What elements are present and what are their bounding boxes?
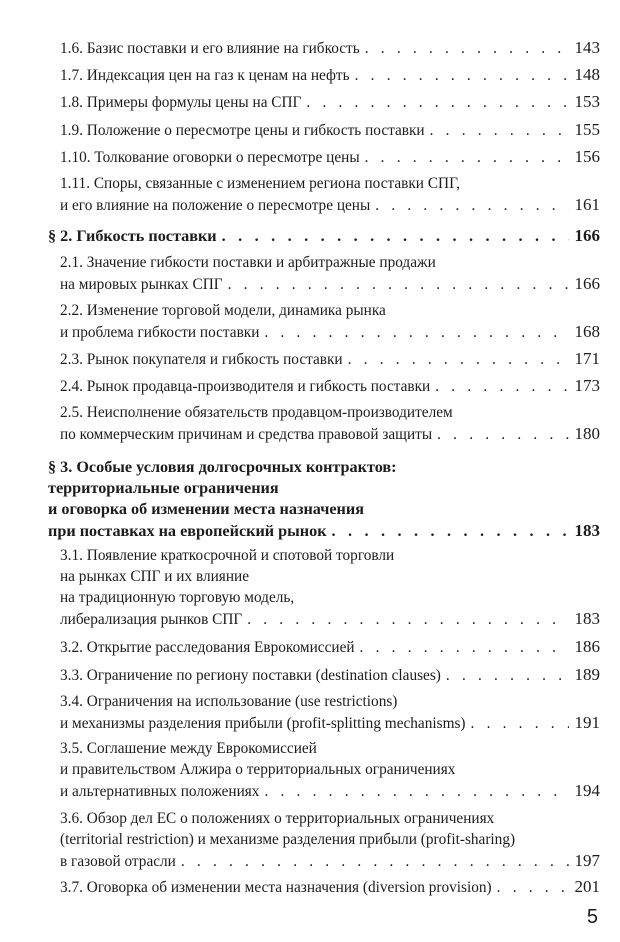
toc-page-number: 155: [574, 120, 600, 139]
toc-entry: [60, 64, 600, 86]
toc-entry: [60, 91, 600, 113]
dot-leader: [466, 713, 569, 734]
toc-entry: [60, 348, 600, 370]
toc-entry-title: 1.6. Базис поставки и его влияние на гибкость: [60, 40, 360, 57]
toc-entry-title: 3.7. Оговорка об изменении места назначения (diversion provision): [60, 879, 492, 896]
toc-entry-title: 2.4. Рынок продавца-производителя и гибкость поставки: [60, 378, 431, 395]
toc-entry-title-line: 1.11. Споры, связанные с изменением региона поставки СПГ,: [60, 175, 461, 192]
toc-page-number: 166: [574, 274, 600, 293]
toc-entry-row: [60, 194, 600, 216]
toc-page-number: 186: [574, 637, 600, 656]
toc-entry-title-line: 3.6. Обзор дел ЕС о положениях о территориальных ограничениях: [60, 810, 495, 827]
toc-page-number: 168: [574, 322, 600, 341]
toc-entry-title-line: 2.5. Неисполнение обязательств продавцом-производителем: [60, 404, 453, 421]
dot-leader: [492, 877, 569, 898]
dot-leader: [432, 424, 568, 445]
toc-entry-title: и его влияние на положение о пересмотре цены: [60, 197, 371, 214]
toc-entry-title-line: на рынках СПГ и их влияние: [60, 568, 250, 585]
dot-leader: [327, 521, 569, 542]
toc-page-number: 194: [574, 781, 600, 800]
toc-entry-row: [60, 423, 600, 445]
toc-page-number: 191: [574, 713, 600, 732]
toc-entry-row: [48, 520, 600, 542]
dot-leader: [430, 376, 568, 397]
toc-page-number: 156: [574, 147, 600, 166]
toc-entry-title: и механизмы разделения прибыли (profit-splitting mechanisms): [60, 715, 466, 732]
toc-page-number: 143: [574, 38, 600, 57]
dot-leader: [370, 195, 568, 216]
toc-entry-row: [60, 273, 600, 295]
dot-leader: [176, 851, 569, 872]
toc-entry: [60, 636, 600, 658]
toc-entry-title-line: 2.2. Изменение торговой модели, динамика рынка: [60, 302, 386, 319]
toc-entry-title: и альтернативных положениях: [60, 783, 260, 800]
toc-entry-title: и проблема гибкости поставки: [60, 324, 260, 341]
toc-entry-title: 1.7. Индексация цен на газ к ценам на нефть: [60, 67, 350, 84]
toc-entry-row: [60, 780, 600, 802]
dot-leader: [360, 147, 569, 168]
dot-leader: [217, 226, 569, 247]
toc-page-number: 166: [574, 226, 600, 245]
toc-entry-title: 2.3. Рынок покупателя и гибкость поставки: [60, 351, 343, 368]
toc-entry-title: 3.2. Открытие расследования Еврокомиссией: [60, 639, 355, 656]
toc-entry-row: [60, 321, 600, 343]
dot-leader: [259, 322, 568, 343]
toc-entry: [60, 173, 600, 216]
toc-entry-title-line: (territorial restriction) и механизме разделения прибыли (profit-sharing): [60, 831, 516, 848]
toc-entry-row: [48, 225, 600, 247]
toc-entry-row: [60, 146, 600, 168]
toc-entry: [60, 37, 600, 59]
toc-page-number: 153: [574, 92, 600, 111]
toc-entry-row: [60, 636, 600, 658]
toc-entry-row: [60, 608, 600, 630]
toc-page-number: 183: [574, 521, 600, 540]
toc-entry: [60, 545, 600, 630]
toc-page-number: 171: [574, 349, 600, 368]
toc-entry-title-line: и оговорка об изменении места назначения: [48, 500, 364, 518]
toc-page-number: 189: [574, 665, 600, 684]
dot-leader: [242, 609, 568, 630]
toc-entry-row: [60, 37, 600, 59]
toc-entry-title: либерализация рынков СПГ: [60, 611, 243, 628]
dot-leader: [259, 781, 568, 802]
toc-entry-row: [60, 712, 600, 734]
dot-leader: [360, 38, 569, 59]
toc-entry-title-line: 3.1. Появление краткосрочной и спотовой торговли: [60, 547, 395, 564]
dot-leader: [223, 274, 569, 295]
toc-entry-title: в газовой отрасли: [60, 853, 176, 870]
toc-page-number: 173: [574, 376, 600, 395]
toc-entry-title-line: и правительством Алжира о территориальных ограничениях: [60, 761, 456, 778]
toc-entry-row: [60, 348, 600, 370]
toc-entry-row: [60, 876, 600, 898]
toc-entry-title-line: 2.1. Значение гибкости поставки и арбитражные продажи: [60, 254, 436, 271]
toc-entry: [60, 876, 600, 898]
toc-entry-title-line: 3.5. Соглашение между Еврокомиссией: [60, 740, 317, 757]
toc-entry: [60, 808, 600, 872]
toc-page-number: 201: [574, 877, 600, 896]
toc-page-number: 161: [574, 195, 600, 214]
toc-entry-row: [60, 119, 600, 141]
toc-entry-row: [60, 375, 600, 397]
dot-leader: [441, 665, 569, 686]
toc-entry-title-line: § 3. Особые условия долгосрочных контрактов:: [48, 458, 397, 476]
toc-entry: [60, 146, 600, 168]
toc-entry-title: 3.3. Ограничение по региону поставки (destination clauses): [60, 667, 441, 684]
toc-entry: [60, 252, 600, 295]
toc-entry-row: [60, 664, 600, 686]
toc-page-number: 180: [574, 424, 600, 443]
toc-entry: [60, 300, 600, 343]
toc-entry-row: [60, 850, 600, 872]
toc-entry-title: на мировых рынках СПГ: [60, 276, 223, 293]
toc-entry: [60, 402, 600, 445]
toc-entry-title: при поставках на европейский рынок: [48, 522, 327, 540]
dot-leader: [301, 92, 568, 113]
toc-entry: [60, 691, 600, 734]
toc-entry-title-line: территориальные ограничения: [48, 479, 279, 497]
toc-entry-title: по коммерческим причинам и средства правовой защиты: [60, 426, 433, 443]
toc-entry-title: 1.8. Примеры формулы цены на СПГ: [60, 94, 302, 111]
toc-entry-title: 1.9. Положение о пересмотре цены и гибкость поставки: [60, 122, 425, 139]
toc-page-number: 183: [574, 609, 600, 628]
toc-entry-row: [60, 64, 600, 86]
toc-page-number: 197: [574, 851, 600, 870]
toc-section-entry: [48, 225, 600, 247]
toc-entry-title-line: 3.4. Ограничения на использование (use restrictions): [60, 693, 398, 710]
toc-entry: [60, 119, 600, 141]
toc-entry-row: [60, 91, 600, 113]
toc-entry-title: 1.10. Толкование оговорки о пересмотре цены: [60, 149, 360, 166]
toc-entry: [60, 375, 600, 397]
dot-leader: [425, 120, 569, 141]
toc-entry: [60, 738, 600, 802]
toc-entry-title: § 2. Гибкость поставки: [48, 227, 217, 245]
toc-section-entry: [48, 457, 600, 542]
dot-leader: [350, 65, 569, 86]
toc-entry-title-line: на традиционную торговую модель,: [60, 589, 295, 606]
dot-leader: [343, 349, 569, 370]
dot-leader: [355, 637, 569, 658]
toc-entry: [60, 664, 600, 686]
toc-page-number: 148: [574, 65, 600, 84]
page-number: 5: [586, 906, 598, 928]
